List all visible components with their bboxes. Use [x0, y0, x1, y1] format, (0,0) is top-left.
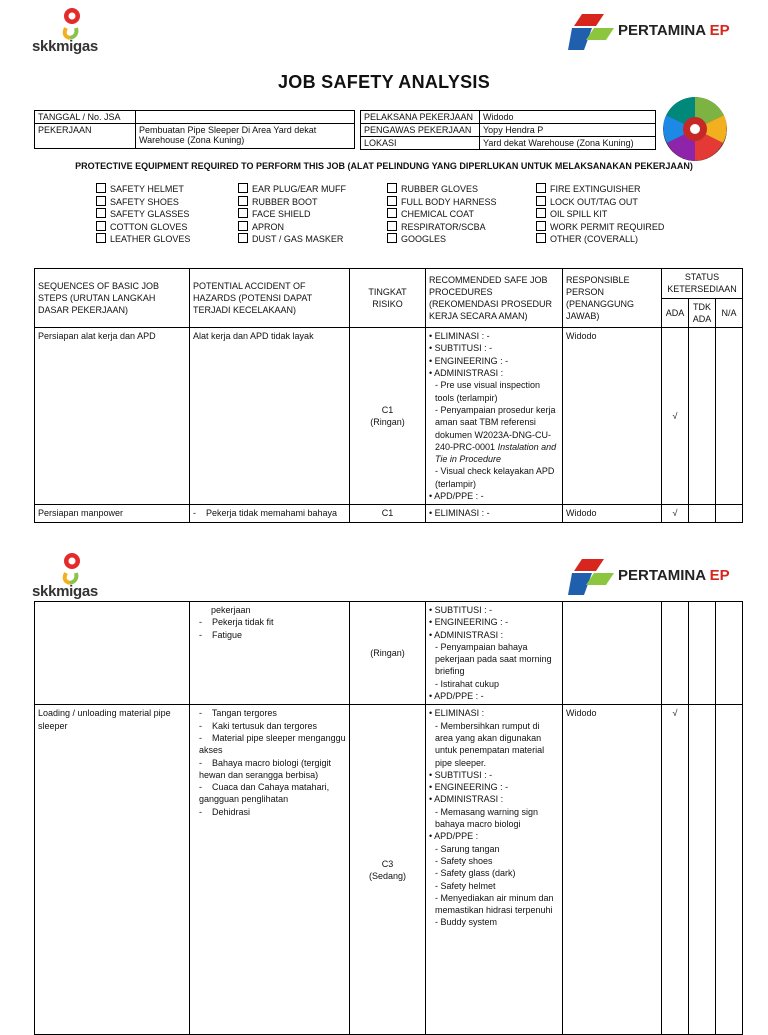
info-label: PENGAWAS PEKERJAAN: [361, 124, 480, 137]
info-value: Pembuatan Pipe Sleeper Di Area Yard dekat Warehouse (Zona Kuning): [136, 124, 355, 149]
procedure-cell: [426, 705, 563, 1035]
procedure-line: • ADMINISTRASI :: [429, 368, 504, 379]
ppe-column-3: [387, 183, 497, 246]
pertamina-logo-icon: [568, 559, 616, 595]
procedure-line: - Safety helmet: [435, 880, 496, 891]
status-ada-cell: √: [662, 328, 689, 505]
pertamina-logo: [568, 14, 748, 54]
checkbox[interactable]: [96, 221, 106, 231]
step-cell: [35, 602, 190, 705]
ppe-label: LOCK OUT/TAG OUT: [550, 196, 638, 207]
status-tdk-ada-cell: [689, 505, 716, 522]
procedure-line: • SUBTITUSI : -: [429, 343, 493, 354]
risk-cell: [350, 705, 426, 1035]
header-steps: SEQUENCES OF BASIC JOB STEPS (URUTAN LANGKAH DASAR PEKERJAAN): [35, 269, 190, 328]
header-procedures: RECOMMENDED SAFE JOB PROCEDURES (REKOMENDASI PROSEDUR KERJA SECARA AMAN): [426, 269, 563, 328]
procedure-line: • ELIMINASI :: [429, 708, 485, 719]
jsa-table-page-2: [34, 601, 743, 1035]
header-tdk-ada: TDK ADA: [689, 298, 716, 328]
status-tdk-ada-cell: [689, 705, 716, 1035]
ppe-label: EAR PLUG/EAR MUFF: [252, 184, 347, 194]
checkbox[interactable]: [536, 196, 546, 206]
ppe-label: LEATHER GLOVES: [110, 234, 191, 244]
ppe-item[interactable]: [536, 196, 664, 209]
header-ada: ADA: [662, 298, 689, 328]
table-header-row: [35, 269, 743, 299]
procedure-text: - Penyampaian prosedur kerja aman saat TBM referensi dokumen W2023A-DNG-CU-240-PRC-0001: [435, 404, 556, 452]
ppe-item[interactable]: [96, 208, 190, 221]
procedure-line: • ADMINISTRASI :: [429, 794, 504, 805]
risk-cell: C1: [350, 505, 426, 522]
procedure-line: • ADMINISTRASI :: [429, 629, 504, 640]
ppe-item[interactable]: [238, 221, 346, 234]
hazard-line: - Pekerja tidak fit: [199, 617, 274, 628]
procedure-line: • APD/PPE : -: [429, 491, 484, 502]
procedure-line: - Istirahat cukup: [435, 678, 500, 689]
procedure-cell: [426, 602, 563, 705]
procedure-line: • SUBTITUSI : -: [429, 769, 493, 780]
procedure-line: • APD/PPE :: [429, 831, 479, 842]
info-row-executor: [361, 111, 656, 124]
procedure-line: • SUBTITUSI : -: [429, 605, 493, 615]
checkbox[interactable]: [536, 221, 546, 231]
checkbox[interactable]: [387, 208, 397, 218]
checkbox[interactable]: [96, 233, 106, 243]
risk-code: C3: [381, 858, 394, 869]
pertamina-logo-text: [618, 22, 730, 39]
ppe-item[interactable]: [238, 196, 346, 209]
status-ada-cell: √: [662, 505, 689, 522]
ppe-label: COTTON GLOVES: [110, 221, 188, 232]
procedure-doc-title: Instalation and Tie in Procedure: [435, 441, 557, 465]
checkbox[interactable]: [96, 183, 106, 193]
skkmigas-logo-text: skkmigas: [32, 583, 98, 600]
hazard-cell: [190, 705, 350, 1035]
pertamina-wordmark: PERTAMINA: [618, 567, 706, 584]
ppe-label: FULL BODY HARNESS: [401, 196, 497, 207]
checkbox[interactable]: [536, 183, 546, 193]
step-cell: Persiapan manpower: [35, 505, 190, 522]
info-value: Yopy Hendra P: [480, 124, 656, 137]
status-na-cell: [716, 328, 743, 505]
ppe-item[interactable]: [238, 233, 346, 246]
table-row: [35, 505, 743, 522]
procedure-line: • ENGINEERING : -: [429, 782, 509, 793]
checkbox[interactable]: [536, 233, 546, 243]
checkbox[interactable]: [238, 196, 248, 206]
risk-cell: [350, 328, 426, 505]
checkbox[interactable]: [238, 233, 248, 243]
ppe-item[interactable]: [536, 183, 664, 196]
hazard-line: - Dehidrasi: [199, 806, 251, 817]
pertamina-wordmark-ep: EP: [709, 22, 730, 39]
procedure-cell: [426, 328, 563, 505]
step-cell: Persiapan alat kerja dan APD: [35, 328, 190, 505]
skkmigas-logo-icon: [32, 6, 112, 40]
ppe-title: PROTECTIVE EQUIPMENT REQUIRED TO PERFORM THIS JOB (ALAT PELINDUNG YANG DIPERLUKAN UNTUK MELAKSANAKAN PEKERJAAN): [75, 161, 693, 171]
procedure-line: - Safety shoes: [435, 855, 493, 866]
ppe-label: SAFETY HELMET: [110, 184, 184, 194]
checkbox[interactable]: [96, 208, 106, 218]
info-row-supervisor: [361, 124, 656, 137]
checkbox[interactable]: [238, 208, 248, 218]
info-label: LOKASI: [361, 137, 480, 150]
ppe-item[interactable]: [536, 221, 664, 234]
ppe-item[interactable]: [536, 233, 664, 246]
skkmigas-logo-icon: [32, 551, 112, 585]
ppe-item[interactable]: [96, 221, 190, 234]
checkbox[interactable]: [96, 196, 106, 206]
skkmigas-logo-text: skkmigas: [32, 38, 98, 55]
hazard-line: pekerjaan: [211, 605, 251, 615]
info-value: Widodo: [480, 111, 656, 124]
ppe-label: RESPIRATOR/SCBA: [401, 221, 486, 232]
ppe-item[interactable]: [96, 196, 190, 209]
ppe-label: DUST / GAS MASKER: [252, 234, 344, 244]
table-row: [35, 705, 743, 1035]
table-row: [35, 328, 743, 505]
pertamina-wordmark-ep: EP: [709, 567, 730, 584]
ppe-label: CHEMICAL COAT: [401, 209, 475, 219]
procedure-line: - Sarung tangan: [435, 843, 500, 854]
checkbox[interactable]: [238, 183, 248, 193]
procedure-line: - Pre use visual inspection tools (terlampir): [435, 380, 541, 403]
checkbox[interactable]: [238, 221, 248, 231]
procedure-line: • ENGINEERING : -: [429, 617, 509, 628]
hazard-cell: [190, 602, 350, 705]
info-row-date: [35, 111, 355, 124]
header-responsible: RESPONSIBLE PERSON (PENANGGUNG JAWAB): [563, 269, 662, 328]
procedure-line: - Menyediakan air minum dan memastikan hidrasi terpenuhi: [435, 892, 554, 916]
ppe-label: GOOGLES: [401, 234, 447, 244]
ppe-item[interactable]: [238, 183, 346, 196]
status-na-cell: [716, 602, 743, 705]
responsible-cell: [563, 602, 662, 705]
risk-cell: (Ringan): [350, 602, 426, 705]
header-risk: TINGKAT RISIKO: [350, 269, 426, 328]
header-hazards: POTENTIAL ACCIDENT OF HAZARDS (POTENSI DAPAT TERJADI KECELAKAAN): [190, 269, 350, 328]
page-title: JOB SAFETY ANALYSIS: [277, 72, 491, 92]
step-cell: Loading / unloading material pipe sleeper: [35, 705, 190, 1035]
safety-wheel-icon: [663, 97, 727, 161]
risk-label: (Ringan): [370, 417, 405, 428]
responsible-cell: Widodo: [563, 328, 662, 505]
procedure-line: • ENGINEERING : -: [429, 355, 509, 366]
ppe-label: WORK PERMIT REQUIRED: [550, 221, 665, 232]
pertamina-logo: [568, 559, 748, 599]
skkmigas-logo: [32, 551, 112, 599]
hazard-line: - Material pipe sleeper menganggu akses: [199, 732, 349, 756]
procedure-line: - Buddy system: [435, 917, 498, 928]
pertamina-wordmark: PERTAMINA: [618, 22, 706, 39]
risk-label: (Sedang): [368, 870, 407, 881]
ppe-label: APRON: [252, 221, 285, 232]
procedure-line: • ELIMINASI : -: [429, 331, 490, 342]
responsible-cell: Widodo: [563, 505, 662, 522]
status-ada-cell: [662, 602, 689, 705]
header-na: N/A: [716, 298, 743, 328]
ppe-column-2: [238, 183, 346, 246]
status-ada-cell: √: [662, 705, 689, 1035]
ppe-item[interactable]: [387, 183, 497, 196]
hazard-cell: - Pekerja tidak memahami bahaya: [190, 505, 350, 522]
checkbox[interactable]: [387, 196, 397, 206]
hazard-line: - Tangan tergores: [199, 708, 277, 719]
ppe-column-1: [96, 183, 190, 246]
ppe-column-4: [536, 183, 664, 246]
checkbox[interactable]: [387, 233, 397, 243]
skkmigas-logo: [32, 6, 112, 54]
info-row-location: [361, 137, 656, 150]
header-status: STATUS KETERSEDIAAN: [662, 269, 743, 299]
ppe-item[interactable]: [387, 221, 497, 234]
checkbox[interactable]: [387, 183, 397, 193]
info-value: Yard dekat Warehouse (Zona Kuning): [480, 137, 656, 150]
status-na-cell: [716, 705, 743, 1035]
page-2: [0, 545, 768, 1024]
info-label: TANGGAL / No. JSA: [35, 111, 136, 124]
hazard-line: - Cuaca dan Cahaya matahari, gangguan penglihatan: [199, 782, 332, 805]
hazard-line: - Fatigue: [199, 629, 243, 640]
pertamina-logo-icon: [568, 14, 616, 50]
safety-wheel-image: [663, 97, 727, 161]
ppe-item[interactable]: [387, 208, 497, 221]
ppe-label: OIL SPILL KIT: [550, 209, 608, 219]
risk-code: C1: [381, 404, 394, 415]
procedure-line: - Membersihkan rumput di area yang akan digunakan untuk penempatan material pipe sleeper.: [435, 720, 545, 768]
info-row-job: [35, 124, 355, 149]
ppe-label: FACE SHIELD: [252, 209, 311, 219]
procedure-line: • APD/PPE : -: [429, 691, 484, 702]
table-row-continued: [35, 602, 743, 705]
ppe-label: FIRE EXTINGUISHER: [550, 184, 641, 194]
checkbox[interactable]: [387, 221, 397, 231]
status-tdk-ada-cell: [689, 328, 716, 505]
jsa-table-page-1: [34, 268, 743, 523]
procedure-cell: • ELIMINASI : -: [426, 505, 563, 522]
info-table-right: [360, 110, 656, 150]
info-label: PEKERJAAN: [35, 124, 136, 149]
ppe-label: RUBBER BOOT: [252, 196, 318, 207]
hazard-line: - Kaki tertusuk dan tergores: [199, 720, 318, 731]
ppe-item[interactable]: [536, 208, 664, 221]
procedure-line: [429, 404, 559, 465]
status-na-cell: [716, 505, 743, 522]
ppe-item[interactable]: [387, 196, 497, 209]
procedure-line: - Safety glass (dark): [435, 868, 516, 879]
info-label: PELAKSANA PEKERJAAN: [361, 111, 480, 124]
ppe-label: SAFETY GLASSES: [110, 209, 190, 219]
status-tdk-ada-cell: [689, 602, 716, 705]
pertamina-logo-text: [618, 567, 730, 584]
procedure-line: - Penyampaian bahaya pekerjaan pada saat morning briefing: [435, 641, 552, 677]
procedure-line: - Visual check kelayakan APD (terlampir): [435, 466, 555, 489]
checkbox[interactable]: [536, 208, 546, 218]
info-table-left: [34, 110, 355, 149]
hazard-cell: Alat kerja dan APD tidak layak: [190, 328, 350, 505]
ppe-label: SAFETY SHOES: [110, 196, 179, 207]
procedure-line: - Memasang warning sign bahaya macro biologi: [435, 806, 539, 830]
ppe-label: RUBBER GLOVES: [401, 184, 479, 194]
ppe-item[interactable]: [387, 233, 497, 246]
ppe-label: OTHER (COVERALL): [550, 234, 639, 244]
responsible-cell: Widodo: [563, 705, 662, 1035]
ppe-item[interactable]: [96, 183, 190, 196]
hazard-line: - Bahaya macro biologi (tergigit hewan dan serangga berbisa): [199, 757, 334, 780]
ppe-item[interactable]: [238, 208, 346, 221]
info-value: [136, 111, 355, 124]
ppe-item[interactable]: [96, 233, 190, 246]
